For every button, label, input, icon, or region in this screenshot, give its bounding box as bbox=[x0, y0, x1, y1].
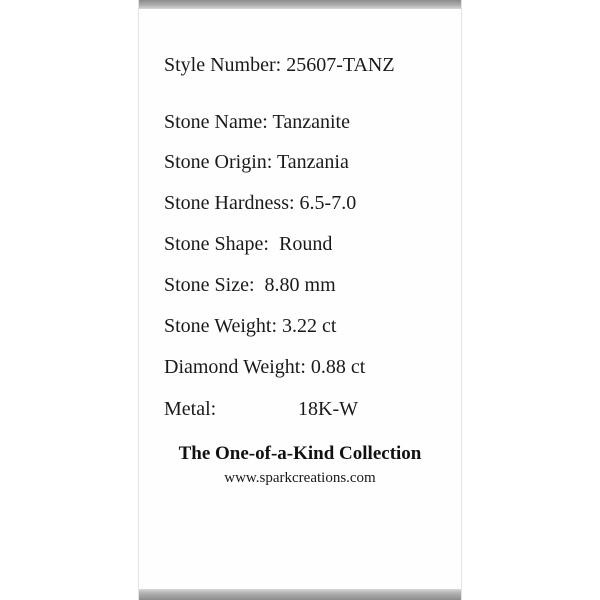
card-top-edge bbox=[139, 0, 461, 9]
stone-shape: Stone Shape: Round bbox=[164, 233, 333, 255]
stone-name: Stone Name: Tanzanite bbox=[164, 111, 350, 133]
style-number: Style Number: 25607-TANZ bbox=[164, 54, 395, 76]
metal-value: 18K-W bbox=[298, 398, 358, 420]
stone-size: Stone Size: 8.80 mm bbox=[164, 274, 336, 296]
diamond-weight: Diamond Weight: 0.88 ct bbox=[164, 356, 366, 378]
stone-hardness: Stone Hardness: 6.5-7.0 bbox=[164, 192, 357, 214]
metal-label: Metal: bbox=[164, 398, 217, 420]
website-link: www.sparkcreations.com bbox=[224, 470, 376, 486]
card-bottom-edge bbox=[139, 589, 461, 600]
stone-origin: Stone Origin: Tanzania bbox=[164, 151, 349, 173]
product-info-card bbox=[138, 0, 462, 600]
collection-title: The One-of-a-Kind Collection bbox=[178, 443, 422, 464]
stone-weight: Stone Weight: 3.22 ct bbox=[164, 315, 337, 337]
